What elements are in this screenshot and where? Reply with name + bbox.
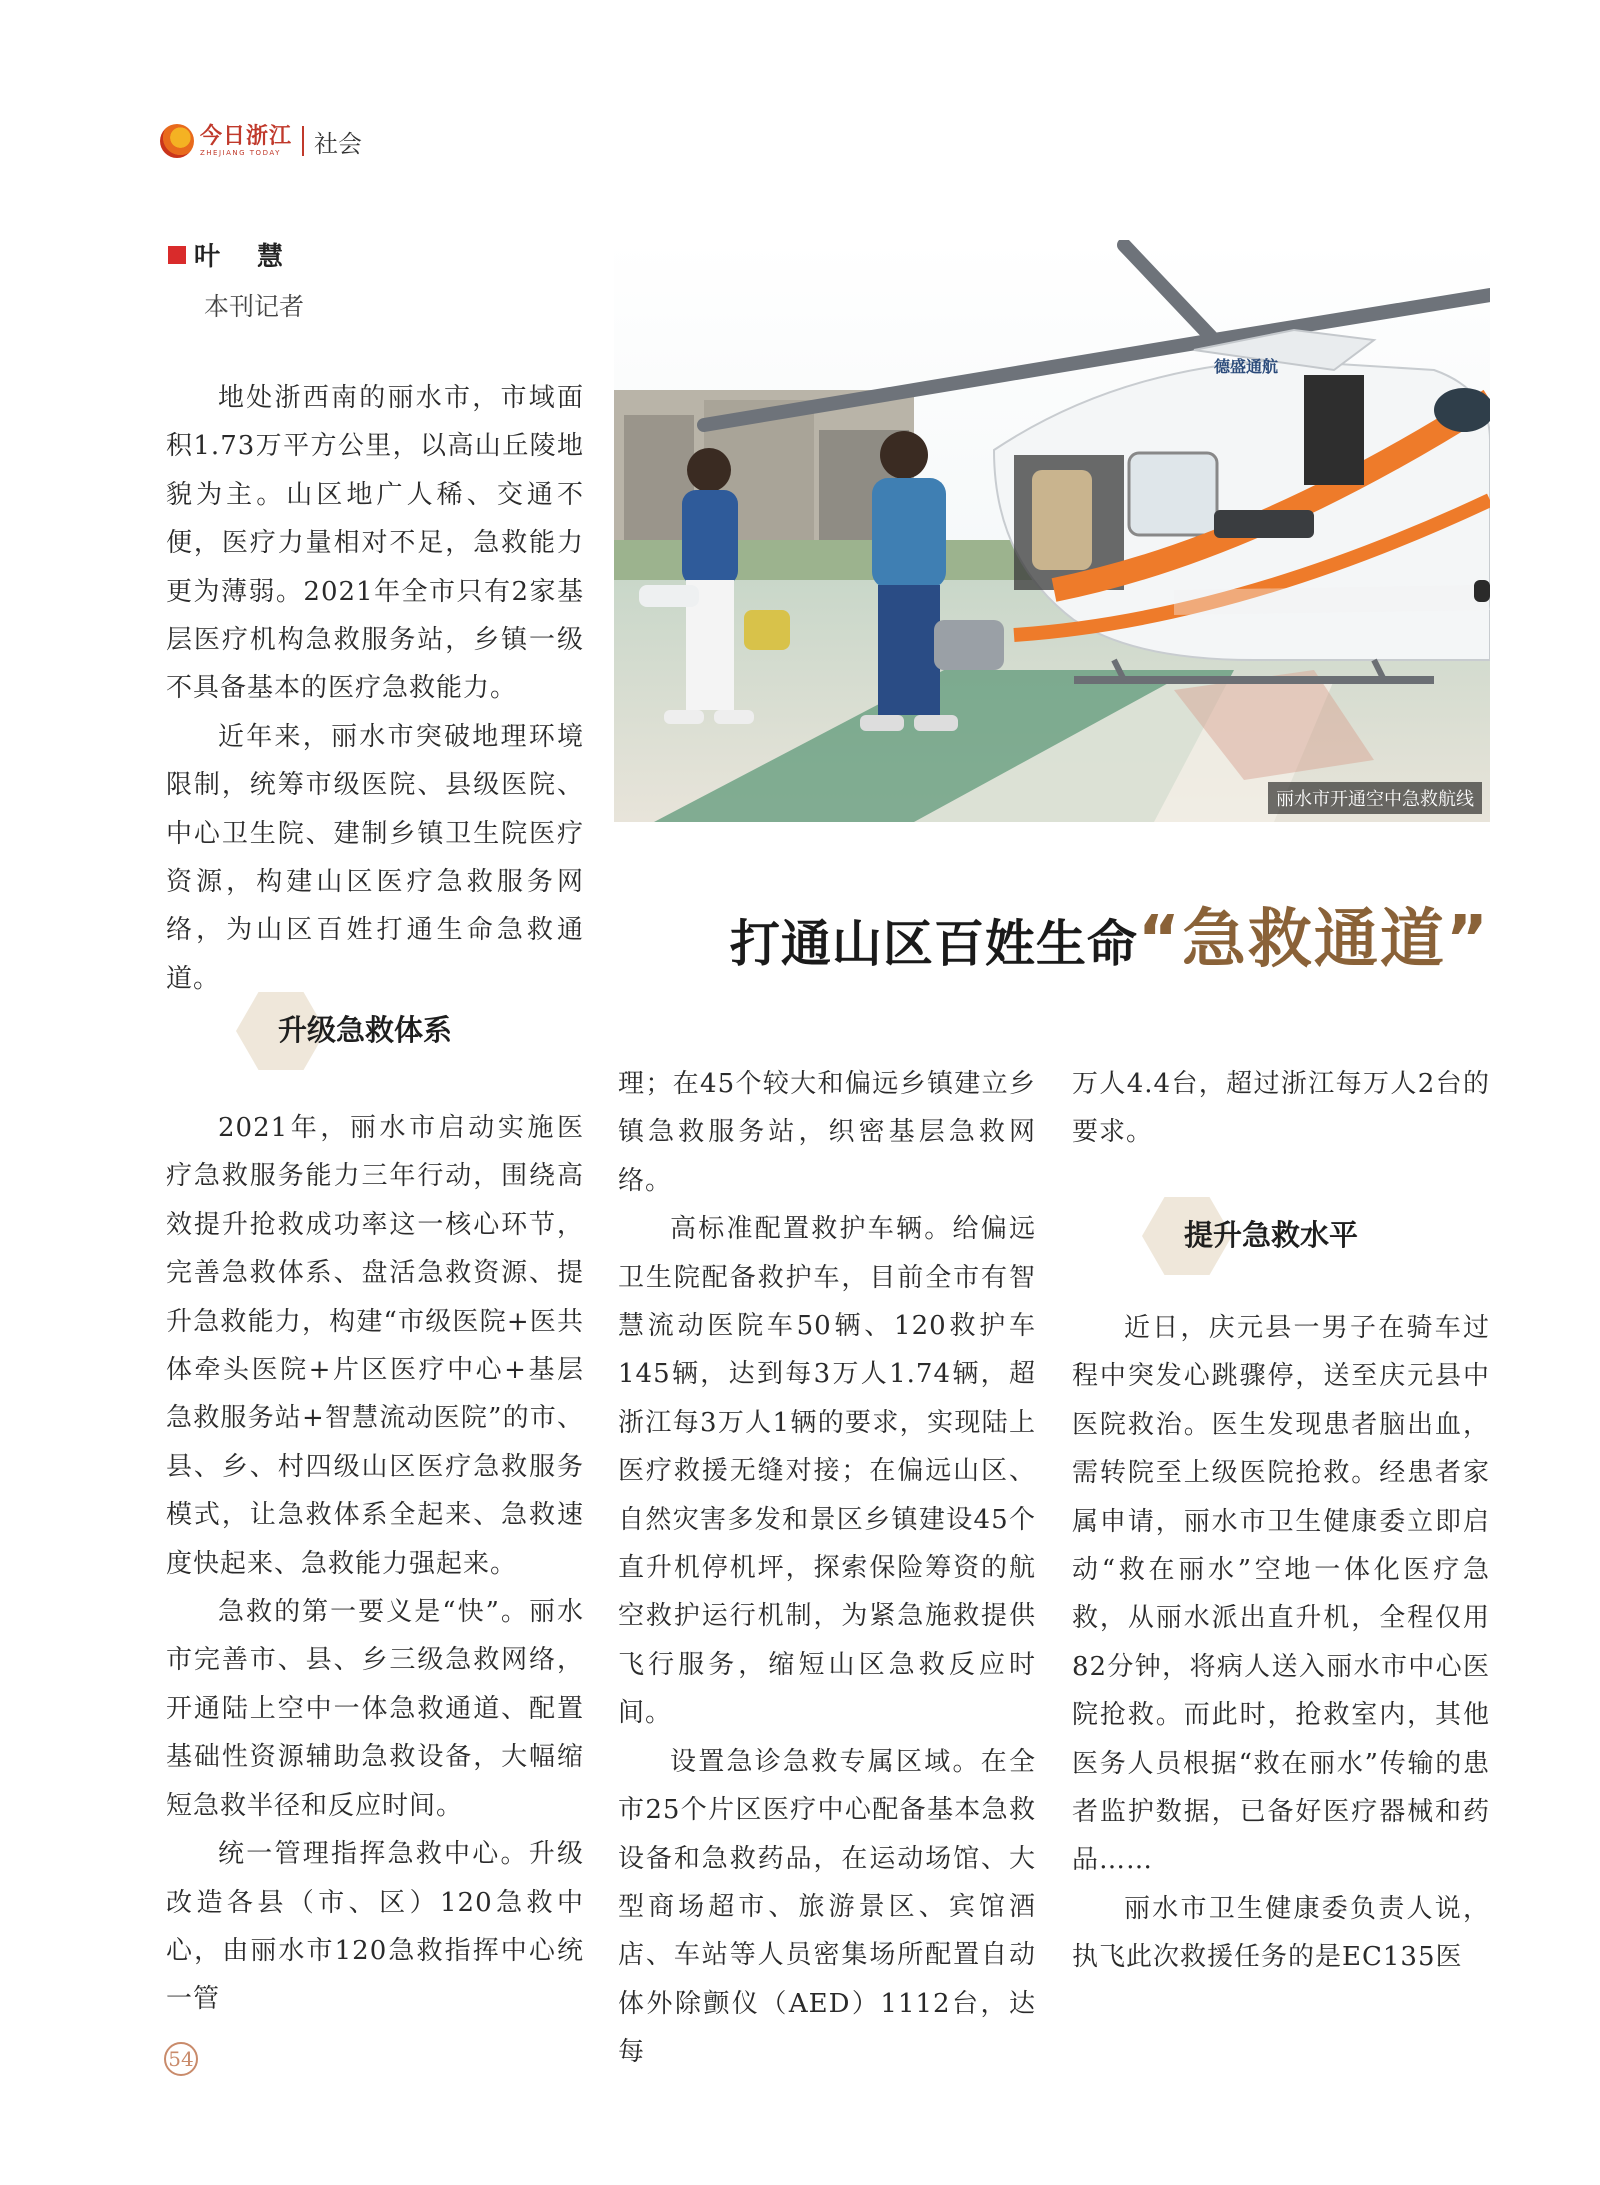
helicopter-illustration bbox=[614, 240, 1490, 822]
body-paragraph: 万人4.4台，超过浙江每万人2台的要求。 bbox=[1072, 1069, 1490, 1148]
section-name: 社会 bbox=[314, 129, 363, 158]
article-title bbox=[650, 888, 1490, 980]
subheading-upgrade-system bbox=[242, 1008, 452, 1049]
body-paragraph: 统一管理指挥急救中心。升级改造各县（市、区）120急救中心，由丽水市120急救指挥中心统一管 bbox=[166, 1839, 584, 2015]
intro-paragraph: 近年来，丽水市突破地理环境限制，统筹市级医院、县级医院、中心卫生院、建制乡镇卫生院医疗资源，构建山区医疗急救服务网络，为山区百姓打通生命急救通道。 bbox=[166, 721, 584, 994]
body-column-3-top bbox=[1072, 1060, 1490, 1157]
helicopter-photo bbox=[614, 240, 1490, 822]
author-name bbox=[168, 236, 304, 273]
byline bbox=[168, 236, 304, 323]
magazine-logo bbox=[200, 123, 293, 157]
body-paragraph: 高标准配置救护车辆。给偏远卫生院配备救护车，目前全市有智慧流动医院车50辆、120救护车145辆，达到每3万人1.74辆，超浙江每3万人1辆的要求，实现陆上医疗救援无缝对接；在偏远山区、自然灾害多发和景区乡镇建设45个直升机停机坪，探索保险筹资的航空救护运行机制，为紧急施救提供飞行服务，缩短山区急救反应时间。 bbox=[618, 1214, 1036, 1729]
subheading-text: 提升急救水平 bbox=[1184, 1218, 1359, 1252]
author-role: 本刊记者 bbox=[204, 292, 305, 321]
body-paragraph: 设置急诊急救专属区域。在全市25个片区医疗中心配备基本急救设备和急救药品，在运动场馆、大型商场超市、旅游景区、宾馆酒店、车站等人员密集场所配置自动体外除颤仪（AED）1112台，达每 bbox=[618, 1746, 1036, 2068]
photo-caption: 丽水市开通空中急救航线 bbox=[1268, 782, 1482, 814]
intro-column bbox=[166, 374, 584, 1003]
author-name-text: 叶 慧 bbox=[194, 242, 298, 272]
body-paragraph: 理；在45个较大和偏远乡镇建立乡镇急救服务站，织密基层急救网络。 bbox=[618, 1069, 1036, 1196]
body-paragraph: 丽水市卫生健康委负责人说，执飞此次救援任务的是EC135医 bbox=[1072, 1893, 1490, 1973]
body-column-1 bbox=[166, 1104, 584, 2024]
body-paragraph: 2021年，丽水市启动实施医疗急救服务能力三年行动，围绕高效提升抢救成功率这一核心环节，完善急救体系、盘活急救资源、提升急救能力，构建“市级医院+医共体牵头医院+片区医疗中心+基层急救服务站+智慧流动医院”的市、县、乡、村四级山区医疗急救服务模式，让急救体系全起来、急救速度快起来、急救能力强起来。 bbox=[166, 1113, 584, 1579]
header-divider bbox=[302, 126, 304, 156]
logo-chinese-text: 今日浙江 bbox=[200, 123, 293, 149]
title-main: 打通山区百姓生命 bbox=[729, 915, 1138, 973]
page-number: 54 bbox=[164, 2042, 198, 2076]
subheading-text: 升级急救体系 bbox=[278, 1013, 453, 1047]
magazine-logo-icon bbox=[160, 124, 194, 158]
body-column-3 bbox=[1072, 1304, 1490, 1982]
intro-paragraph: 地处浙西南的丽水市，市域面积1.73万平方公里，以高山丘陵地貌为主。山区地广人稀、交通不便，医疗力量相对不足，急救能力更为薄弱。2021年全市只有2家基层医疗机构急救服务站，乡镇一级不具备基本的医疗急救能力。 bbox=[166, 383, 584, 704]
red-square-icon bbox=[168, 246, 186, 264]
body-column-2 bbox=[618, 1060, 1036, 2077]
subheading-improve-level bbox=[1148, 1213, 1358, 1254]
magazine-header bbox=[160, 118, 362, 164]
body-paragraph: 急救的第一要义是“快”。丽水市完善市、县、乡三级急救网络，开通陆上空中一体急救通道、配置基础性资源辅助急救设备，大幅缩短急救半径和反应时间。 bbox=[166, 1597, 584, 1821]
title-highlight: “急救通道” bbox=[1137, 903, 1490, 977]
logo-english-text: ZHEJIANG TODAY bbox=[200, 148, 281, 157]
helicopter-label: 德盛通航 bbox=[1214, 357, 1279, 376]
body-paragraph: 近日，庆元县一男子在骑车过程中突发心跳骤停，送至庆元县中医院救治。医生发现患者脑出血，需转院至上级医院抢救。经患者家属申请，丽水市卫生健康委立即启动“救在丽水”空地一体化医疗急救，从丽水派出直升机，全程仅用82分钟，将病人送入丽水市中心医院抢救。而此时，抢救室内，其他医务人员根据“救在丽水”传输的患者监护数据，已备好医疗器械和药品…… bbox=[1072, 1313, 1490, 1876]
